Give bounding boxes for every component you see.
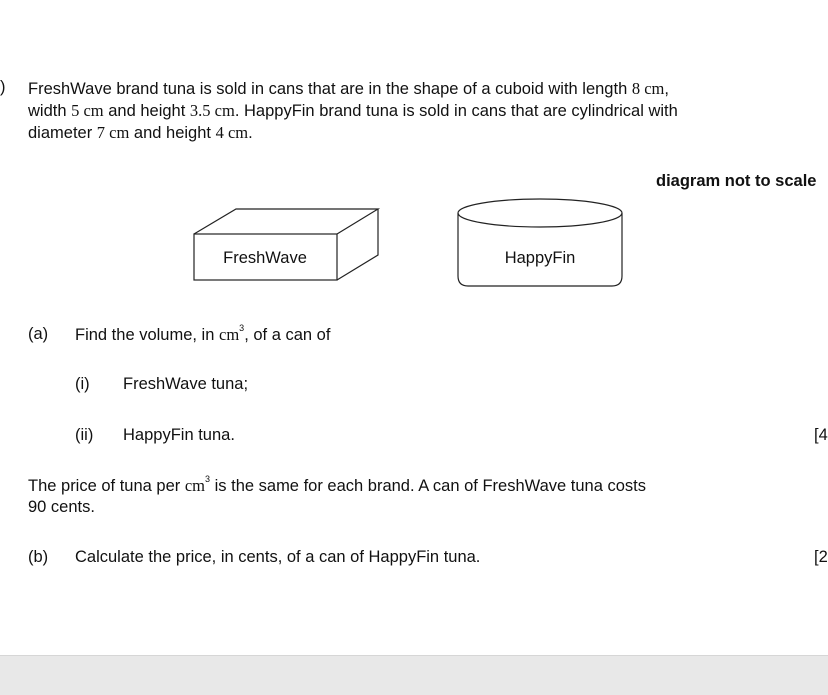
unit-power: 3: [205, 474, 211, 484]
cylinder-diagram: [458, 199, 622, 286]
cuboid-diagram: [194, 209, 378, 280]
intro-text: ,: [664, 80, 669, 98]
part-a-i-label: (i): [75, 375, 90, 393]
cylinder-label: HappyFin: [504, 249, 576, 267]
bottom-toolbar-area: [0, 655, 828, 695]
part-a-ii-text: HappyFin tuna.: [123, 426, 235, 444]
part-a-text-before: Find the volume, in: [75, 326, 219, 344]
intro-text: . HappyFin brand tuna is sold in cans that are cylindrical with: [234, 102, 678, 120]
intro-text: and height: [129, 124, 216, 142]
part-b-label: (b): [28, 548, 49, 566]
unit-cm: cm: [184, 476, 206, 495]
intro-text: FreshWave brand tuna is sold in cans that are in the shape of a cuboid with length: [28, 80, 632, 98]
cuboid-side-face: [337, 209, 378, 280]
question-number-fragment: ): [0, 78, 6, 96]
part-a-ii-label: (ii): [75, 426, 94, 444]
cuboid-top-face: [194, 209, 378, 234]
price-text-before: The price of tuna per: [28, 477, 185, 495]
diameter-value: 7 cm: [96, 123, 130, 142]
cuboid-label: FreshWave: [223, 249, 307, 267]
diagram-note: diagram not to scale: [656, 172, 817, 190]
price-statement-line-1: [28, 476, 646, 496]
unit-cm: cm: [219, 325, 240, 344]
cylinder-height-value: 4 cm: [215, 123, 249, 142]
length-value: 8 cm: [631, 79, 665, 98]
part-b-text: Calculate the price, in cents, of a can of HappyFin tuna.: [75, 548, 481, 566]
part-a-text: [75, 325, 330, 345]
intro-text: diameter: [28, 124, 97, 142]
part-b-marks: [2: [814, 548, 828, 566]
price-text-after: is the same for each brand. A can of FreshWave tuna costs: [210, 477, 646, 495]
width-value: 5 cm: [71, 101, 104, 120]
price-statement-line-2: 90 cents.: [28, 498, 95, 516]
intro-text: width: [28, 102, 72, 120]
unit-power: 3: [239, 323, 245, 333]
intro-text: .: [248, 124, 253, 142]
cylinder-top: [458, 199, 622, 227]
height-value: 3.5 cm: [189, 101, 235, 120]
intro-text: and height: [103, 102, 190, 120]
part-a-label: (a): [28, 325, 49, 343]
part-a-marks: [4: [814, 426, 828, 444]
part-a-text-after: , of a can of: [244, 326, 331, 344]
part-a-i-text: FreshWave tuna;: [123, 375, 249, 393]
